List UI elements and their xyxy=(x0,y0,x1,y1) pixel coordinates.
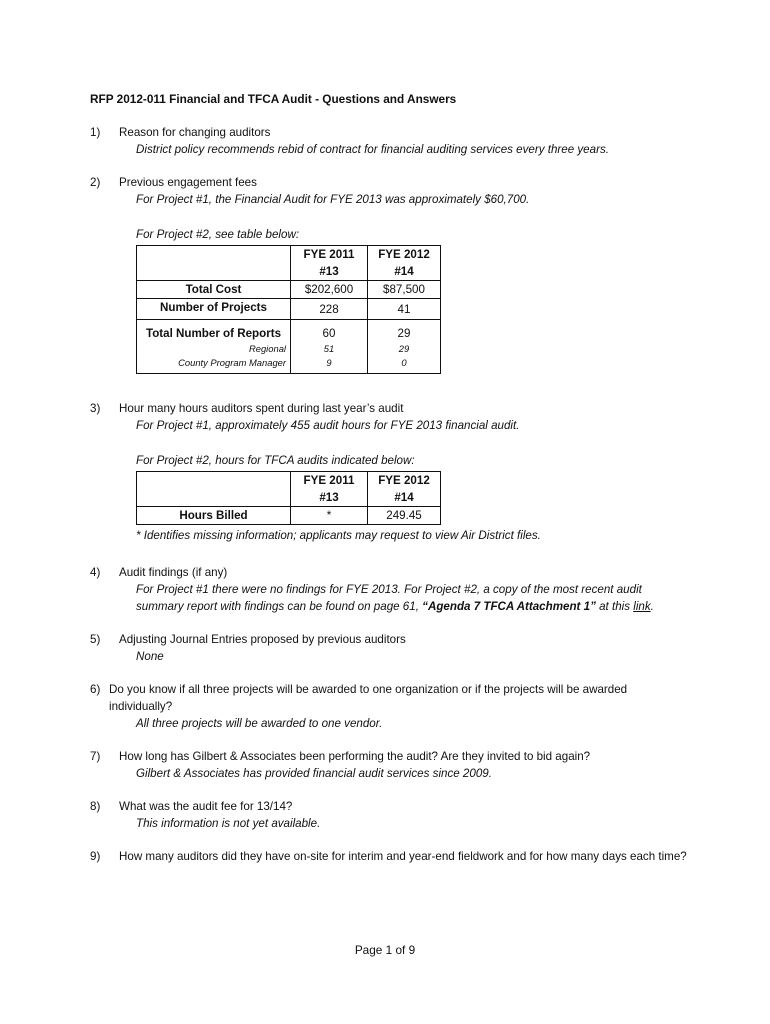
table-cell: * xyxy=(291,507,368,525)
column-header: FYE 2011 xyxy=(291,472,368,490)
answer-text: For Project #1, approximately 455 audit hours for FYE 2013 financial audit. xyxy=(136,419,520,432)
table-cell: 29 xyxy=(368,320,441,343)
question-text: How long has Gilbert & Associates been performing the audit? Are they invited to bid again? xyxy=(119,750,591,763)
table-cell: $87,500 xyxy=(368,281,441,299)
column-header: FYE 2012 xyxy=(368,472,441,490)
question-8 xyxy=(90,798,690,832)
column-header: FYE 2011 xyxy=(291,246,368,264)
question-text: Adjusting Journal Entries proposed by previous auditors xyxy=(119,633,406,646)
table-cell: 228 xyxy=(291,299,368,320)
table-row xyxy=(137,281,441,299)
answer-text: For Project #1 there were no findings for FYE 2013. For Project #2, a copy of the most recent audit summary report with findings can be found on page 61, “Agenda 7 TFCA Attachment 1” at this link. xyxy=(136,583,654,613)
table-row xyxy=(137,299,441,320)
row-label: Total Number of Reports xyxy=(137,320,291,343)
table-corner xyxy=(137,472,291,507)
question-7 xyxy=(90,748,690,782)
column-header: #14 xyxy=(368,489,441,507)
question-number: 4) xyxy=(90,566,101,579)
row-label: County Program Manager xyxy=(137,356,291,374)
table-corner xyxy=(137,246,291,281)
column-header: #13 xyxy=(291,263,368,281)
answer-text: For Project #1, the Financial Audit for FYE 2013 was approximately $60,700. xyxy=(136,193,530,206)
attachment-reference: “Agenda 7 TFCA Attachment 1” xyxy=(422,600,596,613)
answer-text: For Project #2, hours for TFCA audits indicated below: xyxy=(136,454,415,467)
answer-text: All three projects will be awarded to one vendor. xyxy=(136,717,383,730)
question-text: Previous engagement fees xyxy=(119,176,257,189)
row-label: Regional xyxy=(137,342,291,356)
engagement-fees-table xyxy=(136,245,441,374)
question-number: 6) xyxy=(90,683,101,696)
row-label: Number of Projects xyxy=(137,299,291,320)
question-number: 9) xyxy=(90,850,101,863)
table-cell: 41 xyxy=(368,299,441,320)
document-title: RFP 2012-011 Financial and TFCA Audit - Questions and Answers xyxy=(90,92,457,106)
question-2 xyxy=(90,174,690,374)
question-5 xyxy=(90,631,690,665)
table-cell: 249.45 xyxy=(368,507,441,525)
table-footnote: * Identifies missing information; applicants may request to view Air District files. xyxy=(136,529,541,542)
question-text: What was the audit fee for 13/14? xyxy=(119,800,293,813)
question-number: 5) xyxy=(90,633,101,646)
attachment-link[interactable]: link xyxy=(633,600,651,613)
table-cell: 60 xyxy=(291,320,368,343)
column-header: #13 xyxy=(291,489,368,507)
question-text: Audit findings (if any) xyxy=(119,566,228,579)
column-header: #14 xyxy=(368,263,441,281)
question-number: 2) xyxy=(90,176,101,189)
table-row xyxy=(137,507,441,525)
table-cell: $202,600 xyxy=(291,281,368,299)
question-6 xyxy=(90,681,690,732)
table-row xyxy=(137,320,441,343)
question-number: 1) xyxy=(90,126,101,139)
question-3 xyxy=(90,400,690,544)
answer-text: Gilbert & Associates has provided financial audit services since 2009. xyxy=(136,767,492,780)
table-cell: 0 xyxy=(368,356,441,374)
table-cell: 51 xyxy=(291,342,368,356)
question-4 xyxy=(90,564,690,615)
question-number: 7) xyxy=(90,750,101,763)
column-header: FYE 2012 xyxy=(368,246,441,264)
table-cell: 9 xyxy=(291,356,368,374)
question-number: 3) xyxy=(90,402,101,415)
question-number: 8) xyxy=(90,800,101,813)
hours-billed-table xyxy=(136,471,441,525)
row-label: Hours Billed xyxy=(137,507,291,525)
table-row xyxy=(137,342,441,356)
answer-text: For Project #2, see table below: xyxy=(136,228,300,241)
table-cell: 29 xyxy=(368,342,441,356)
answer-text: District policy recommends rebid of contract for financial auditing services every three years. xyxy=(136,143,609,156)
question-text: Hour many hours auditors spent during last year’s audit xyxy=(119,402,404,415)
question-9 xyxy=(90,848,690,865)
page-number: Page 1 of 9 xyxy=(354,943,416,957)
table-row xyxy=(137,356,441,374)
question-text: Reason for changing auditors xyxy=(119,126,271,139)
row-label: Total Cost xyxy=(137,281,291,299)
question-1 xyxy=(90,124,690,158)
question-text: Do you know if all three projects will be awarded to one organization or if the projects will be awarded individually? xyxy=(109,683,628,713)
answer-text: None xyxy=(136,650,164,663)
answer-text: This information is not yet available. xyxy=(136,817,321,830)
question-text: How many auditors did they have on-site for interim and year-end fieldwork and for how many days each time? xyxy=(119,850,687,863)
